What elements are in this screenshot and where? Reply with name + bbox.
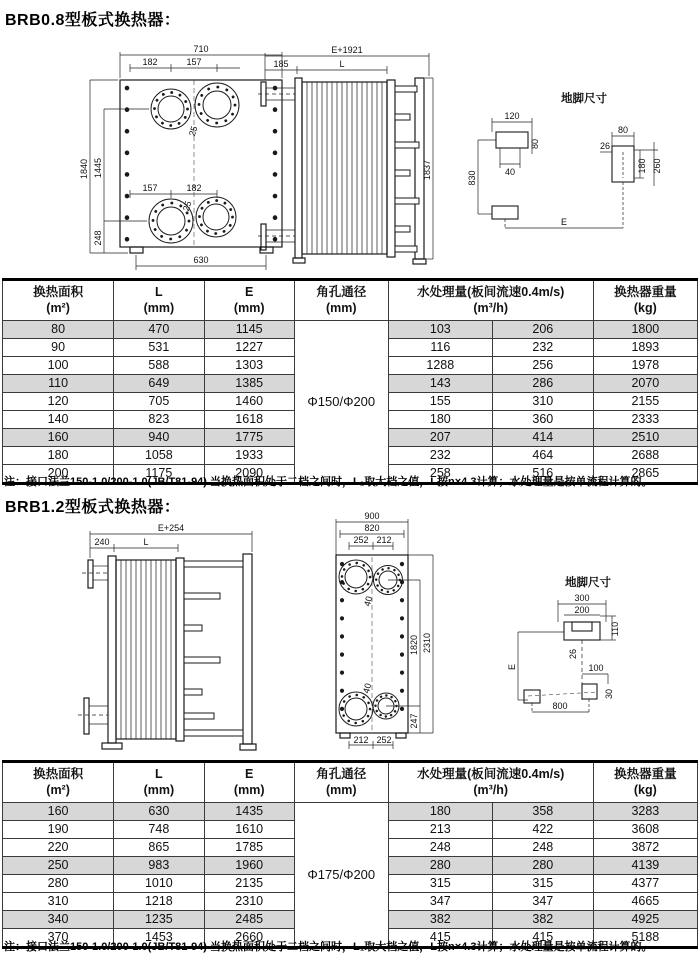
table-cell: 415 bbox=[492, 928, 593, 947]
table-cell: 1227 bbox=[204, 338, 294, 356]
table-cell: 1058 bbox=[114, 446, 204, 464]
table-cell: 983 bbox=[114, 856, 204, 874]
table-cell: 705 bbox=[114, 392, 204, 410]
table-cell: 315 bbox=[388, 874, 492, 892]
dimension-label: 247 bbox=[409, 713, 419, 729]
foundation-title: 地脚尺寸 bbox=[565, 577, 611, 589]
dimension-label: 1820 bbox=[409, 634, 419, 656]
dimension-label: 212 bbox=[353, 735, 369, 745]
table-cell: 2510 bbox=[593, 428, 697, 446]
table-cell: 1460 bbox=[204, 392, 294, 410]
table-cell: 1960 bbox=[204, 856, 294, 874]
dimension-label: 252 bbox=[353, 535, 369, 545]
table-cell: 160 bbox=[3, 802, 114, 820]
table-cell: 1775 bbox=[204, 428, 294, 446]
col-header-E: E (mm) bbox=[204, 762, 294, 803]
table-cell: 370 bbox=[3, 928, 114, 947]
dimension-label: L bbox=[339, 59, 345, 69]
table-cell: 250 bbox=[3, 856, 114, 874]
dimension-label: 1840 bbox=[79, 158, 89, 180]
table-cell: 140 bbox=[3, 410, 114, 428]
table-cell: 1785 bbox=[204, 838, 294, 856]
table-cell: 5188 bbox=[593, 928, 697, 947]
dimension-label: 1837 bbox=[422, 159, 432, 181]
dimension-label: 180 bbox=[637, 158, 647, 174]
col-header-E: E (mm) bbox=[204, 280, 294, 321]
table-cell: 1435 bbox=[204, 802, 294, 820]
bore-diameter-cell: Φ150/Φ200 bbox=[294, 320, 388, 483]
dimension-label: 40 bbox=[360, 682, 374, 695]
tie-bolts bbox=[184, 561, 243, 736]
dimension-label: 157 bbox=[142, 183, 158, 193]
table-cell: 256 bbox=[492, 356, 593, 374]
table-cell: 1800 bbox=[593, 320, 697, 338]
table-cell: 143 bbox=[388, 374, 492, 392]
table-cell: 414 bbox=[492, 428, 593, 446]
table-cell: 347 bbox=[492, 892, 593, 910]
frame-outline bbox=[84, 554, 256, 750]
table-cell: 3872 bbox=[593, 838, 697, 856]
table-cell: 220 bbox=[3, 838, 114, 856]
table-cell: 80 bbox=[3, 320, 114, 338]
table-cell: 1175 bbox=[114, 464, 204, 483]
brb12-front-view-drawing bbox=[316, 512, 494, 762]
table-cell: 180 bbox=[388, 802, 492, 820]
table-cell: 347 bbox=[388, 892, 492, 910]
table-cell: 4665 bbox=[593, 892, 697, 910]
col-header-weight: 换热器重量 (kg) bbox=[593, 280, 697, 321]
brb08-foundation-drawing bbox=[462, 88, 700, 240]
table-cell: 2090 bbox=[204, 464, 294, 483]
table-cell: 865 bbox=[114, 838, 204, 856]
table-cell: 160 bbox=[3, 428, 114, 446]
bore-diameter-cell: Φ175/Φ200 bbox=[294, 802, 388, 947]
table-cell: 2155 bbox=[593, 392, 697, 410]
dimension-label: 157 bbox=[186, 57, 202, 67]
dimension-lines bbox=[90, 531, 252, 558]
dimension-label: 212 bbox=[376, 535, 392, 545]
table-cell: 258 bbox=[388, 464, 492, 483]
table-cell: 1978 bbox=[593, 356, 697, 374]
dimension-label: E+1921 bbox=[331, 45, 363, 55]
table-cell: 1610 bbox=[204, 820, 294, 838]
brb08-spec-table bbox=[2, 278, 698, 485]
table-cell: 4925 bbox=[593, 910, 697, 928]
dimension-label: E bbox=[560, 217, 568, 227]
table-cell: 382 bbox=[492, 910, 593, 928]
dimension-label: 820 bbox=[364, 523, 380, 533]
table-cell: 748 bbox=[114, 820, 204, 838]
table-cell: 1893 bbox=[593, 338, 697, 356]
table-cell: 382 bbox=[388, 910, 492, 928]
table-cell: 2485 bbox=[204, 910, 294, 928]
table-cell: 1235 bbox=[114, 910, 204, 928]
dimension-label: 40 bbox=[504, 167, 516, 177]
table-cell: 100 bbox=[3, 356, 114, 374]
brb12-foundation-drawing bbox=[488, 572, 700, 744]
dimension-label: 185 bbox=[273, 59, 289, 69]
port-flanges bbox=[339, 560, 403, 726]
table-row bbox=[3, 802, 698, 820]
dimension-lines bbox=[518, 600, 616, 712]
table-cell: 90 bbox=[3, 338, 114, 356]
dimension-label: 2310 bbox=[422, 632, 432, 654]
table-cell: 280 bbox=[388, 856, 492, 874]
col-header-L: L (mm) bbox=[114, 280, 204, 321]
table-cell: 415 bbox=[388, 928, 492, 947]
table-cell: 823 bbox=[114, 410, 204, 428]
table-cell: 1385 bbox=[204, 374, 294, 392]
col-header-bore: 角孔通径 (mm) bbox=[294, 762, 388, 803]
section2-note: 注：接口法兰150-1.0/200-1.0(JB/T81-94) 当换热面积处于二档之间时，L₁取大档之值，L按n×4.3计算；水处理量是按单流程计算的。 bbox=[4, 941, 653, 953]
dimension-label: 120 bbox=[504, 111, 520, 121]
table-cell: 155 bbox=[388, 392, 492, 410]
dimension-label: 710 bbox=[193, 44, 209, 54]
table-cell: 116 bbox=[388, 338, 492, 356]
table-cell: 1010 bbox=[114, 874, 204, 892]
dimension-label: E+254 bbox=[157, 523, 185, 533]
dimension-labels bbox=[467, 111, 662, 227]
table-cell: 940 bbox=[114, 428, 204, 446]
dimension-label: L bbox=[143, 537, 149, 547]
table-cell: 180 bbox=[3, 446, 114, 464]
section1-title: BRB0.8型板式换热器： bbox=[5, 12, 181, 29]
table-cell: 2333 bbox=[593, 410, 697, 428]
dimension-label: 40 bbox=[361, 595, 375, 608]
table-cell: 206 bbox=[492, 320, 593, 338]
dimension-label: 1445 bbox=[93, 157, 103, 179]
table-cell: 207 bbox=[388, 428, 492, 446]
dimension-label: 26 bbox=[568, 648, 578, 660]
header-row bbox=[3, 280, 698, 321]
dimension-label: E bbox=[507, 663, 517, 671]
table-cell: 422 bbox=[492, 820, 593, 838]
table-cell: 3608 bbox=[593, 820, 697, 838]
table-cell: 588 bbox=[114, 356, 204, 374]
plate-pack-hatching bbox=[307, 82, 382, 254]
port-stubs bbox=[78, 566, 108, 724]
dimension-label: 240 bbox=[94, 537, 110, 547]
port-stubs bbox=[258, 88, 295, 242]
dimension-label: 80 bbox=[617, 125, 629, 135]
col-header-flow: 水处理量(板间流速0.4m/s) (m³/h) bbox=[388, 762, 593, 803]
section1-note: 注：接口法兰150-1.0/200-1.0(JB/T81-94) 当换热面积处于二档之间时，L₁取大档之值，L按n×4.3计算；水处理量是按单流程计算的。 bbox=[4, 476, 653, 488]
table-cell: 310 bbox=[492, 392, 593, 410]
dimension-label: 25 bbox=[180, 199, 194, 213]
dimension-labels bbox=[273, 45, 432, 180]
dimension-label: 200 bbox=[574, 605, 590, 615]
dimension-label: 110 bbox=[610, 621, 620, 637]
table-cell: 531 bbox=[114, 338, 204, 356]
table-cell: 2135 bbox=[204, 874, 294, 892]
header-row bbox=[3, 762, 698, 803]
dimension-labels bbox=[94, 523, 184, 547]
table-cell: 630 bbox=[114, 802, 204, 820]
table-cell: 470 bbox=[114, 320, 204, 338]
table-cell: 2070 bbox=[593, 374, 697, 392]
col-header-flow: 水处理量(板间流速0.4m/s) (m³/h) bbox=[388, 280, 593, 321]
brb12-spec-table bbox=[2, 760, 698, 949]
table-cell: 2688 bbox=[593, 446, 697, 464]
dimension-label: 100 bbox=[588, 663, 604, 673]
dimension-label: 30 bbox=[604, 688, 614, 700]
table-cell: 310 bbox=[3, 892, 114, 910]
dimension-label: 830 bbox=[467, 170, 477, 186]
plate-pack-hatching bbox=[121, 560, 171, 739]
table-cell: 110 bbox=[3, 374, 114, 392]
col-header-L: L (mm) bbox=[114, 762, 204, 803]
col-header-area: 换热面积 (m²) bbox=[3, 280, 114, 321]
table-cell: 1303 bbox=[204, 356, 294, 374]
section2-title: BRB1.2型板式换热器： bbox=[5, 499, 181, 516]
table-cell: 360 bbox=[492, 410, 593, 428]
dimension-label: 248 bbox=[93, 230, 103, 246]
table-cell: 280 bbox=[492, 856, 593, 874]
col-header-area: 换热面积 (m²) bbox=[3, 762, 114, 803]
table-cell: 248 bbox=[492, 838, 593, 856]
table-cell: 516 bbox=[492, 464, 593, 483]
table-cell: 286 bbox=[492, 374, 593, 392]
table-cell: 1288 bbox=[388, 356, 492, 374]
table-cell: 1618 bbox=[204, 410, 294, 428]
table-cell: 280 bbox=[3, 874, 114, 892]
dimension-label: 800 bbox=[552, 701, 568, 711]
brb08-side-view-drawing bbox=[255, 42, 440, 278]
table-cell: 1218 bbox=[114, 892, 204, 910]
col-header-bore: 角孔通径 (mm) bbox=[294, 280, 388, 321]
col-header-weight: 换热器重量 (kg) bbox=[593, 762, 697, 803]
table-cell: 180 bbox=[388, 410, 492, 428]
dimension-label: 25 bbox=[186, 124, 200, 138]
dimension-labels bbox=[79, 44, 209, 265]
foundation-title: 地脚尺寸 bbox=[561, 93, 607, 105]
table-cell: 232 bbox=[492, 338, 593, 356]
table-cell: 3283 bbox=[593, 802, 697, 820]
table-cell: 1933 bbox=[204, 446, 294, 464]
brb12-side-view-drawing bbox=[58, 518, 290, 758]
dimension-label: 26 bbox=[599, 141, 610, 151]
table-cell: 464 bbox=[492, 446, 593, 464]
dimension-label: 900 bbox=[364, 512, 380, 521]
table-cell: 358 bbox=[492, 802, 593, 820]
table-cell: 190 bbox=[3, 820, 114, 838]
table-row bbox=[3, 320, 698, 338]
dimension-label: 260 bbox=[652, 158, 662, 174]
table-cell: 4377 bbox=[593, 874, 697, 892]
dimension-label: 300 bbox=[574, 593, 590, 603]
dimension-label: 182 bbox=[186, 183, 202, 193]
dimension-label: 80 bbox=[530, 138, 540, 150]
table-cell: 232 bbox=[388, 446, 492, 464]
table-cell: 1453 bbox=[114, 928, 204, 947]
table-cell: 200 bbox=[3, 464, 114, 483]
table-cell: 103 bbox=[388, 320, 492, 338]
table-cell: 4139 bbox=[593, 856, 697, 874]
table-cell: 1145 bbox=[204, 320, 294, 338]
table-cell: 315 bbox=[492, 874, 593, 892]
table-cell: 2310 bbox=[204, 892, 294, 910]
table-cell: 2660 bbox=[204, 928, 294, 947]
table-cell: 2865 bbox=[593, 464, 697, 483]
table-cell: 340 bbox=[3, 910, 114, 928]
table-cell: 213 bbox=[388, 820, 492, 838]
table-cell: 649 bbox=[114, 374, 204, 392]
table-cell: 248 bbox=[388, 838, 492, 856]
table-cell: 120 bbox=[3, 392, 114, 410]
dimension-label: 182 bbox=[142, 57, 158, 67]
dimension-label: 630 bbox=[193, 255, 209, 265]
dimension-label: 252 bbox=[376, 735, 392, 745]
